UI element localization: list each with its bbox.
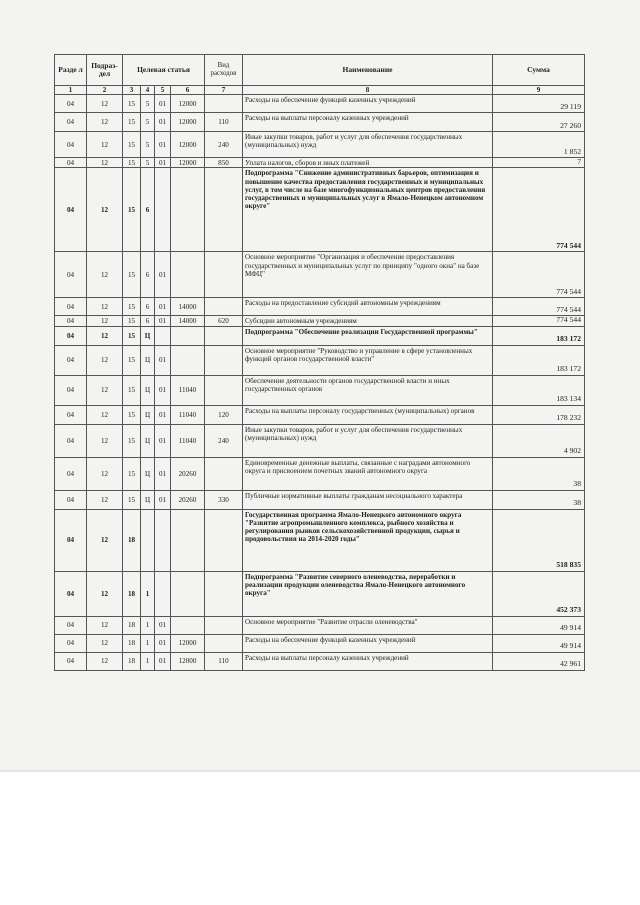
cell-event: 01 (155, 113, 171, 132)
cell-subprogram: 1 (141, 652, 155, 670)
cell-subprogram: Ц (141, 405, 155, 424)
cell-sum: 774 544 (493, 298, 585, 316)
cell-program: 15 (123, 457, 141, 490)
cell-vid (205, 457, 243, 490)
cell-sum: 774 544 (493, 316, 585, 326)
cell-podrazdel: 12 (87, 457, 123, 490)
header-row (55, 55, 585, 86)
cell-event: 01 (155, 405, 171, 424)
col-num: 2 (87, 86, 123, 95)
cell-razdel: 04 (55, 509, 87, 571)
cell-podrazdel: 12 (87, 652, 123, 670)
table-row (55, 316, 585, 326)
cell-vid (205, 571, 243, 616)
table-row (55, 616, 585, 634)
cell-razdel: 04 (55, 298, 87, 316)
cell-event: 01 (155, 652, 171, 670)
cell-direction (171, 168, 205, 252)
cell-name: Расходы на выплаты персоналу казенных учреждений (243, 113, 493, 132)
cell-vid (205, 634, 243, 652)
cell-subprogram: 6 (141, 252, 155, 298)
cell-direction (171, 616, 205, 634)
cell-razdel: 04 (55, 616, 87, 634)
cell-direction: 12000 (171, 113, 205, 132)
header-target: Целевая статья (123, 55, 205, 86)
header-podrazdel: Подраз- дел (87, 55, 123, 86)
cell-razdel: 04 (55, 375, 87, 405)
cell-vid (205, 326, 243, 345)
cell-name: Субсидии автономным учреждениям (243, 316, 493, 326)
cell-sum: 774 544 (493, 168, 585, 252)
cell-razdel: 04 (55, 571, 87, 616)
cell-name: Расходы на обеспечение функций казенных учреждений (243, 634, 493, 652)
cell-direction: 14000 (171, 298, 205, 316)
cell-program: 18 (123, 509, 141, 571)
cell-razdel: 04 (55, 158, 87, 168)
table-row (55, 509, 585, 571)
cell-event: 01 (155, 316, 171, 326)
cell-program: 15 (123, 345, 141, 375)
cell-program: 15 (123, 298, 141, 316)
cell-name: Основное мероприятие "Руководство и управление в сфере установленных функций органов государственной власти" (243, 345, 493, 375)
cell-program: 15 (123, 95, 141, 113)
cell-name: Основное мероприятие "Организация и обеспечение предоставления государственных и муниципальных услуг по принципу "одного окна" на базе МФЦ" (243, 252, 493, 298)
cell-sum: 38 (493, 490, 585, 509)
cell-event: 01 (155, 252, 171, 298)
cell-direction (171, 252, 205, 298)
col-num: 1 (55, 86, 87, 95)
cell-sum: 1 852 (493, 132, 585, 158)
table-row (55, 95, 585, 113)
table-row (55, 298, 585, 316)
cell-podrazdel: 12 (87, 405, 123, 424)
cell-vid: 110 (205, 652, 243, 670)
table-row (55, 405, 585, 424)
cell-razdel: 04 (55, 634, 87, 652)
table-row (55, 345, 585, 375)
cell-name: Обеспечение деятельности органов государственной власти и иных государственных органов (243, 375, 493, 405)
cell-program: 15 (123, 424, 141, 457)
cell-program: 15 (123, 158, 141, 168)
cell-program: 15 (123, 375, 141, 405)
cell-direction (171, 571, 205, 616)
cell-vid: 240 (205, 424, 243, 457)
cell-event (155, 571, 171, 616)
cell-podrazdel: 12 (87, 252, 123, 298)
cell-subprogram: Ц (141, 457, 155, 490)
cell-podrazdel: 12 (87, 571, 123, 616)
cell-subprogram: Ц (141, 424, 155, 457)
col-num: 8 (243, 86, 493, 95)
header-vid: Вид расходов (205, 55, 243, 86)
cell-razdel: 04 (55, 326, 87, 345)
cell-sum: 49 914 (493, 616, 585, 634)
table-row (55, 457, 585, 490)
cell-razdel: 04 (55, 457, 87, 490)
cell-direction: 20260 (171, 490, 205, 509)
cell-podrazdel: 12 (87, 132, 123, 158)
cell-name: Расходы на выплаты персоналу государственных (муниципальных) органов (243, 405, 493, 424)
cell-razdel: 04 (55, 132, 87, 158)
cell-name: Подпрограмма "Развитие северного оленеводства, переработки и реализации продукции оленеводства Ямало-Ненецкого автономного округа" (243, 571, 493, 616)
cell-program: 18 (123, 652, 141, 670)
table-row (55, 571, 585, 616)
cell-vid: 120 (205, 405, 243, 424)
cell-vid: 330 (205, 490, 243, 509)
cell-name: Расходы на выплаты персоналу казенных учреждений (243, 652, 493, 670)
cell-podrazdel: 12 (87, 326, 123, 345)
cell-event: 01 (155, 616, 171, 634)
cell-name: Государственная программа Ямало-Ненецкого автономного округа "Развитие агропромышленного комплекса, рыбного хозяйства и регулирования рынков сельскохозяйственной продукции, сырья и продовольствия на 2014-2020 годы" (243, 509, 493, 571)
cell-razdel: 04 (55, 652, 87, 670)
header-sum: Сумма (493, 55, 585, 86)
cell-razdel: 04 (55, 424, 87, 457)
cell-vid (205, 95, 243, 113)
cell-sum: 183 172 (493, 345, 585, 375)
cell-event: 01 (155, 158, 171, 168)
cell-subprogram: 5 (141, 132, 155, 158)
cell-sum: 452 373 (493, 571, 585, 616)
table-row (55, 252, 585, 298)
cell-event: 01 (155, 132, 171, 158)
cell-subprogram: 1 (141, 571, 155, 616)
cell-podrazdel: 12 (87, 298, 123, 316)
cell-razdel: 04 (55, 316, 87, 326)
cell-podrazdel: 12 (87, 490, 123, 509)
cell-direction (171, 509, 205, 571)
scan-edge (0, 770, 640, 773)
cell-sum: 518 835 (493, 509, 585, 571)
cell-podrazdel: 12 (87, 168, 123, 252)
cell-razdel: 04 (55, 345, 87, 375)
table-row (55, 168, 585, 252)
cell-name: Основное мероприятие "Развитие отрасли оленеводства" (243, 616, 493, 634)
cell-name: Иные закупки товаров, работ и услуг для обеспечения государственных (муниципальных) нужд (243, 424, 493, 457)
col-num: 9 (493, 86, 585, 95)
cell-podrazdel: 12 (87, 616, 123, 634)
cell-subprogram: 6 (141, 316, 155, 326)
cell-sum: 29 119 (493, 95, 585, 113)
cell-program: 15 (123, 168, 141, 252)
cell-program: 15 (123, 113, 141, 132)
cell-name: Публичные нормативные выплаты гражданам несоциального характера (243, 490, 493, 509)
cell-event: 01 (155, 345, 171, 375)
table-row (55, 326, 585, 345)
cell-vid (205, 616, 243, 634)
cell-program: 18 (123, 616, 141, 634)
cell-sum: 38 (493, 457, 585, 490)
cell-event (155, 509, 171, 571)
cell-podrazdel: 12 (87, 509, 123, 571)
cell-sum: 4 902 (493, 424, 585, 457)
cell-direction: 11040 (171, 424, 205, 457)
col-num: 3 (123, 86, 141, 95)
cell-name: Подпрограмма "Снижение административных барьеров, оптимизация и повышение качества предоставления государственных и муниципальных услуг, в том числе на базе многофункциональных центров предоставления государственных и муниципальных услуг в Ямало-Ненецком автономном округе" (243, 168, 493, 252)
cell-subprogram: 1 (141, 634, 155, 652)
cell-razdel: 04 (55, 113, 87, 132)
cell-subprogram: 1 (141, 616, 155, 634)
cell-podrazdel: 12 (87, 375, 123, 405)
cell-vid: 110 (205, 113, 243, 132)
cell-direction: 12000 (171, 132, 205, 158)
cell-sum: 49 914 (493, 634, 585, 652)
cell-event: 01 (155, 298, 171, 316)
cell-program: 15 (123, 405, 141, 424)
cell-podrazdel: 12 (87, 158, 123, 168)
header-name: Наименование (243, 55, 493, 86)
cell-direction: 11040 (171, 375, 205, 405)
cell-direction: 11040 (171, 405, 205, 424)
cell-vid: 620 (205, 316, 243, 326)
cell-event: 01 (155, 490, 171, 509)
col-num: 7 (205, 86, 243, 95)
cell-vid: 240 (205, 132, 243, 158)
cell-subprogram: 5 (141, 95, 155, 113)
cell-name: Расходы на предоставление субсидий автономным учреждениям (243, 298, 493, 316)
cell-podrazdel: 12 (87, 95, 123, 113)
cell-podrazdel: 12 (87, 345, 123, 375)
table-row (55, 652, 585, 670)
header-razdel: Разде л (55, 55, 87, 86)
budget-table (54, 54, 585, 671)
cell-subprogram: 6 (141, 168, 155, 252)
cell-vid (205, 252, 243, 298)
cell-event: 01 (155, 457, 171, 490)
table-row (55, 634, 585, 652)
table-row (55, 132, 585, 158)
table-row (55, 375, 585, 405)
cell-vid (205, 345, 243, 375)
cell-subprogram: Ц (141, 326, 155, 345)
cell-razdel: 04 (55, 405, 87, 424)
col-num: 5 (155, 86, 171, 95)
table-row (55, 158, 585, 168)
table-row (55, 113, 585, 132)
cell-podrazdel: 12 (87, 634, 123, 652)
cell-program: 18 (123, 571, 141, 616)
cell-name: Уплата налогов, сборов и иных платежей (243, 158, 493, 168)
cell-direction (171, 345, 205, 375)
cell-direction: 12000 (171, 158, 205, 168)
cell-event: 01 (155, 634, 171, 652)
cell-event: 01 (155, 95, 171, 113)
cell-direction: 20260 (171, 457, 205, 490)
cell-sum: 774 544 (493, 252, 585, 298)
cell-program: 15 (123, 490, 141, 509)
column-number-row (55, 86, 585, 95)
cell-sum: 27 260 (493, 113, 585, 132)
cell-podrazdel: 12 (87, 424, 123, 457)
cell-program: 18 (123, 634, 141, 652)
cell-razdel: 04 (55, 168, 87, 252)
cell-sum: 183 134 (493, 375, 585, 405)
cell-subprogram: 5 (141, 113, 155, 132)
cell-direction: 14000 (171, 316, 205, 326)
cell-sum: 183 172 (493, 326, 585, 345)
cell-vid (205, 375, 243, 405)
cell-vid: 850 (205, 158, 243, 168)
col-num: 4 (141, 86, 155, 95)
cell-direction: 12000 (171, 652, 205, 670)
cell-podrazdel: 12 (87, 113, 123, 132)
cell-program: 15 (123, 316, 141, 326)
cell-sum: 7 (493, 158, 585, 168)
cell-razdel: 04 (55, 252, 87, 298)
cell-event (155, 168, 171, 252)
cell-sum: 178 232 (493, 405, 585, 424)
cell-program: 15 (123, 326, 141, 345)
cell-program: 15 (123, 252, 141, 298)
cell-name: Иные закупки товаров, работ и услуг для обеспечения государственных (муниципальных) нужд (243, 132, 493, 158)
cell-name: Единовременные денежные выплаты, связанные с наградами автономного округа и присвоением почетных званий автономного округа (243, 457, 493, 490)
cell-subprogram: Ц (141, 490, 155, 509)
cell-subprogram: 5 (141, 158, 155, 168)
cell-subprogram (141, 509, 155, 571)
cell-direction (171, 326, 205, 345)
cell-program: 15 (123, 132, 141, 158)
cell-event: 01 (155, 375, 171, 405)
cell-podrazdel: 12 (87, 316, 123, 326)
cell-direction: 12000 (171, 634, 205, 652)
cell-vid (205, 298, 243, 316)
cell-direction: 12000 (171, 95, 205, 113)
col-num: 6 (171, 86, 205, 95)
cell-event (155, 326, 171, 345)
table-row (55, 490, 585, 509)
cell-sum: 42 961 (493, 652, 585, 670)
cell-subprogram: Ц (141, 345, 155, 375)
cell-name: Подпрограмма "Обеспечение реализации Государственной программы" (243, 326, 493, 345)
cell-razdel: 04 (55, 95, 87, 113)
cell-vid (205, 509, 243, 571)
cell-subprogram: 6 (141, 298, 155, 316)
cell-vid (205, 168, 243, 252)
cell-name: Расходы на обеспечение функций казенных учреждений (243, 95, 493, 113)
cell-event: 01 (155, 424, 171, 457)
cell-razdel: 04 (55, 490, 87, 509)
cell-subprogram: Ц (141, 375, 155, 405)
table-row (55, 424, 585, 457)
